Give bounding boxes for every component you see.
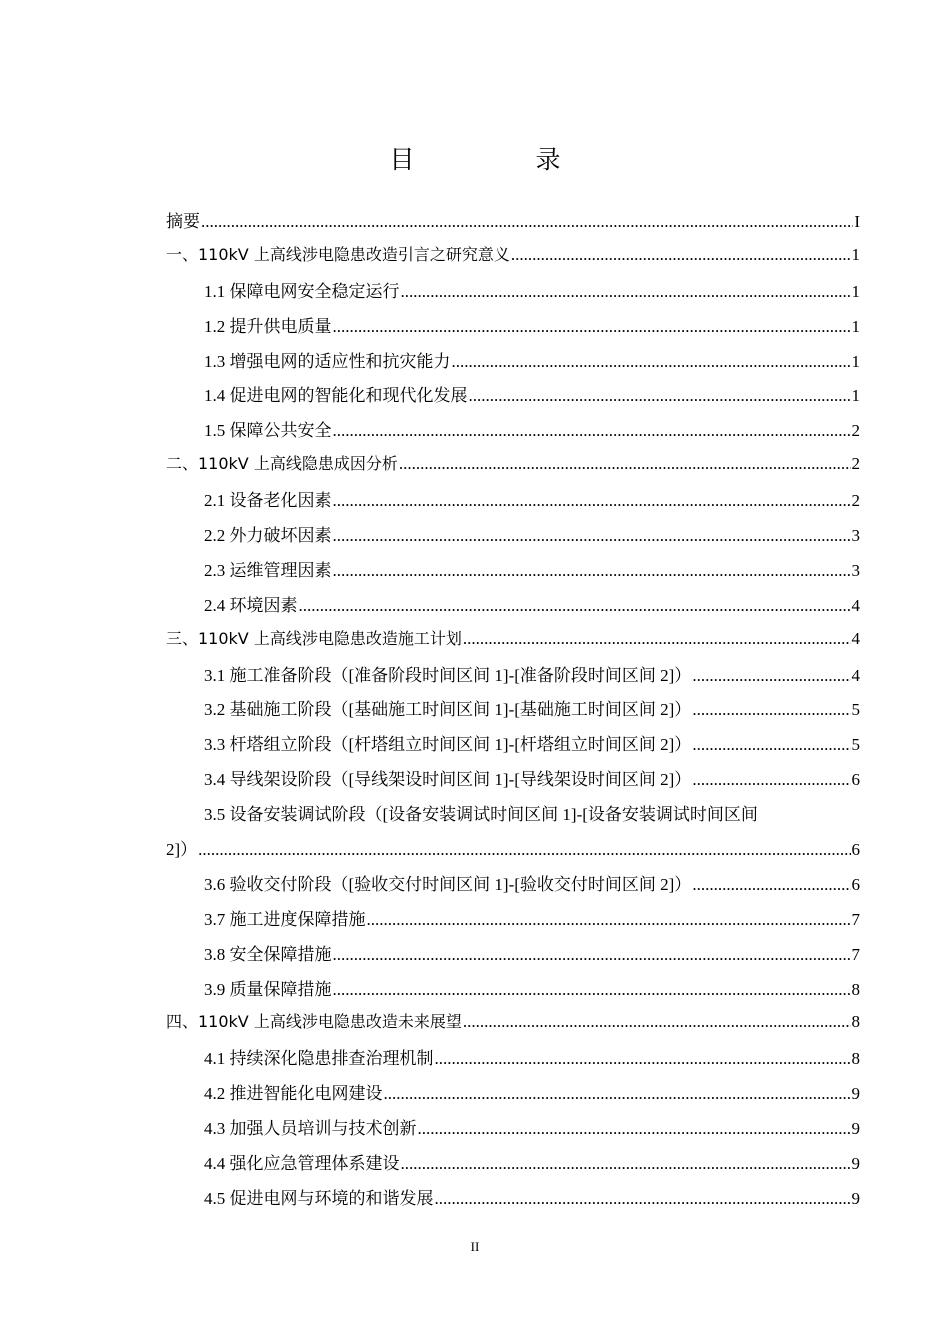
toc-entry-page: 8 bbox=[851, 1049, 860, 1069]
toc-entry[interactable] bbox=[166, 1114, 860, 1149]
toc-entry-label: 1.1 保障电网安全稳定运行 bbox=[204, 281, 400, 301]
toc-entry[interactable] bbox=[166, 1149, 860, 1184]
toc-dot-leader bbox=[692, 735, 850, 755]
toc-entry-label: 1.2 提升供电质量 bbox=[204, 316, 332, 336]
toc-entry-label: 3.8 安全保障措施 bbox=[204, 944, 332, 964]
toc-dot-leader bbox=[692, 666, 850, 686]
table-of-contents bbox=[166, 207, 860, 1219]
toc-dot-leader bbox=[401, 1154, 851, 1174]
toc-entry-label: 摘要 bbox=[166, 212, 200, 231]
toc-dot-leader bbox=[692, 875, 850, 895]
toc-dot-leader bbox=[333, 526, 851, 546]
toc-entry[interactable] bbox=[166, 870, 860, 905]
toc-entry[interactable] bbox=[166, 695, 860, 730]
toc-entry-page: 4 bbox=[851, 665, 860, 685]
toc-entry[interactable] bbox=[166, 1079, 860, 1114]
toc-entry-page: 8 bbox=[851, 979, 860, 999]
toc-entry[interactable] bbox=[166, 940, 860, 975]
toc-entry[interactable] bbox=[166, 591, 860, 626]
toc-entry-page: 9 bbox=[851, 1154, 860, 1174]
toc-dot-leader bbox=[692, 770, 850, 790]
toc-entry-page: 5 bbox=[851, 700, 860, 720]
toc-entry[interactable] bbox=[166, 1044, 860, 1079]
toc-entry-page: 8 bbox=[851, 1012, 860, 1032]
toc-entry[interactable] bbox=[166, 835, 860, 870]
toc-entry[interactable] bbox=[166, 1009, 860, 1044]
toc-entry-label: 1.4 促进电网的智能化和现代化发展 bbox=[204, 386, 468, 406]
toc-entry-label: 3.9 质量保障措施 bbox=[204, 979, 332, 999]
toc-dot-leader bbox=[463, 629, 851, 649]
toc-dot-leader bbox=[435, 1049, 851, 1069]
toc-entry[interactable] bbox=[166, 975, 860, 1010]
toc-dot-leader bbox=[469, 386, 851, 406]
page-number: II bbox=[470, 1239, 480, 1254]
toc-entry-page: 1 bbox=[851, 316, 860, 336]
toc-entry[interactable] bbox=[166, 416, 860, 451]
toc-entry-label: 2.2 外力破坏因素 bbox=[204, 526, 332, 546]
toc-entry-label: 2]） bbox=[166, 840, 198, 860]
toc-entry-page: 3 bbox=[851, 526, 860, 546]
toc-entry-page: 4 bbox=[851, 595, 860, 615]
toc-entry-page: 9 bbox=[851, 1119, 860, 1139]
toc-dot-leader bbox=[511, 245, 851, 265]
toc-dot-leader bbox=[333, 945, 851, 965]
toc-entry-page: 2 bbox=[851, 454, 860, 474]
toc-entry[interactable] bbox=[166, 556, 860, 591]
toc-entry[interactable] bbox=[166, 800, 860, 835]
toc-entry-page: 5 bbox=[851, 735, 860, 755]
toc-dot-leader bbox=[333, 421, 851, 441]
toc-entry-label: 3.5 设备安装调试阶段（[设备安装调试时间区间 1]-[设备安装调试时间区间 bbox=[204, 805, 758, 825]
toc-entry-label: 2.3 运维管理因素 bbox=[204, 560, 332, 580]
toc-entry-label: 1.5 保障公共安全 bbox=[204, 421, 332, 441]
toc-dot-leader bbox=[333, 980, 851, 1000]
toc-entry[interactable] bbox=[166, 730, 860, 765]
toc-entry-label: 2.4 环境因素 bbox=[204, 595, 298, 615]
toc-dot-leader bbox=[401, 282, 851, 302]
toc-entry-label: 一、110kV 上高线涉电隐患改造引言之研究意义 bbox=[166, 244, 510, 264]
toc-entry[interactable] bbox=[166, 242, 860, 277]
toc-dot-leader bbox=[418, 1119, 851, 1139]
toc-dot-leader bbox=[692, 700, 850, 720]
toc-entry-label: 4.1 持续深化隐患排查治理机制 bbox=[204, 1049, 434, 1069]
toc-entry-label: 3.3 杆塔组立阶段（[杆塔组立时间区间 1]-[杆塔组立时间区间 2]） bbox=[204, 735, 692, 755]
toc-entry-page: 6 bbox=[851, 874, 860, 894]
toc-dot-leader bbox=[201, 212, 853, 232]
toc-entry-label: 3.7 施工进度保障措施 bbox=[204, 909, 366, 929]
toc-entry-label: 4.3 加强人员培训与技术创新 bbox=[204, 1119, 417, 1139]
toc-entry-page: 3 bbox=[851, 560, 860, 580]
toc-entry-page: 7 bbox=[851, 909, 860, 929]
toc-entry[interactable] bbox=[166, 451, 860, 486]
toc-entry[interactable] bbox=[166, 661, 860, 696]
toc-entry-label: 3.1 施工准备阶段（[准备阶段时间区间 1]-[准备阶段时间区间 2]） bbox=[204, 665, 692, 685]
toc-entry-label: 4.4 强化应急管理体系建设 bbox=[204, 1154, 400, 1174]
toc-entry-page: 6 bbox=[851, 840, 860, 860]
toc-entry-page: 7 bbox=[851, 944, 860, 964]
toc-entry-page: 9 bbox=[851, 1188, 860, 1208]
toc-entry[interactable] bbox=[166, 486, 860, 521]
toc-entry[interactable] bbox=[166, 521, 860, 556]
toc-entry-page: 6 bbox=[851, 770, 860, 790]
toc-entry-page: 2 bbox=[851, 491, 860, 511]
toc-entry-label: 四、110kV 上高线涉电隐患改造未来展望 bbox=[166, 1012, 462, 1032]
toc-dot-leader bbox=[333, 317, 851, 337]
toc-entry-page: 1 bbox=[851, 244, 860, 264]
toc-entry-label: 4.5 促进电网与环境的和谐发展 bbox=[204, 1188, 434, 1208]
toc-entry-label: 3.2 基础施工阶段（[基础施工时间区间 1]-[基础施工时间区间 2]） bbox=[204, 700, 692, 720]
toc-dot-leader bbox=[384, 1084, 851, 1104]
toc-entry[interactable] bbox=[166, 312, 860, 347]
toc-dot-leader bbox=[463, 1012, 851, 1032]
toc-entry-label: 二、110kV 上高线隐患成因分析 bbox=[166, 454, 398, 474]
toc-dot-leader bbox=[299, 596, 851, 616]
toc-entry-page: I bbox=[854, 212, 860, 231]
toc-entry-label: 2.1 设备老化因素 bbox=[204, 491, 332, 511]
toc-entry-page: 9 bbox=[851, 1084, 860, 1104]
toc-dot-leader bbox=[399, 454, 851, 474]
toc-dot-leader bbox=[435, 1189, 851, 1209]
toc-entry[interactable] bbox=[166, 626, 860, 661]
toc-entry-page: 1 bbox=[851, 351, 860, 371]
toc-entry-page: 4 bbox=[851, 628, 860, 648]
toc-entry[interactable] bbox=[166, 765, 860, 800]
toc-entry[interactable] bbox=[166, 277, 860, 312]
toc-dot-leader bbox=[452, 352, 851, 372]
toc-entry[interactable] bbox=[166, 905, 860, 940]
toc-entry-label: 1.3 增强电网的适应性和抗灾能力 bbox=[204, 351, 451, 371]
toc-dot-leader bbox=[198, 840, 850, 860]
toc-dot-leader bbox=[367, 910, 851, 930]
toc-entry-label: 3.4 导线架设阶段（[导线架设时间区间 1]-[导线架设时间区间 2]） bbox=[204, 770, 692, 790]
toc-entry[interactable] bbox=[166, 347, 860, 382]
toc-entry[interactable] bbox=[166, 207, 860, 242]
toc-entry[interactable] bbox=[166, 381, 860, 416]
toc-dot-leader bbox=[333, 491, 851, 511]
toc-entry-label: 三、110kV 上高线涉电隐患改造施工计划 bbox=[166, 628, 462, 648]
toc-entry-page: 1 bbox=[851, 281, 860, 301]
toc-dot-leader bbox=[333, 561, 851, 581]
toc-entry-label: 4.2 推进智能化电网建设 bbox=[204, 1084, 383, 1104]
toc-entry-page: 1 bbox=[851, 386, 860, 406]
toc-entry[interactable] bbox=[166, 1184, 860, 1219]
page-title: 目 录 bbox=[389, 145, 609, 174]
toc-entry-page: 2 bbox=[851, 421, 860, 441]
toc-entry-label: 3.6 验收交付阶段（[验收交付时间区间 1]-[验收交付时间区间 2]） bbox=[204, 874, 692, 894]
